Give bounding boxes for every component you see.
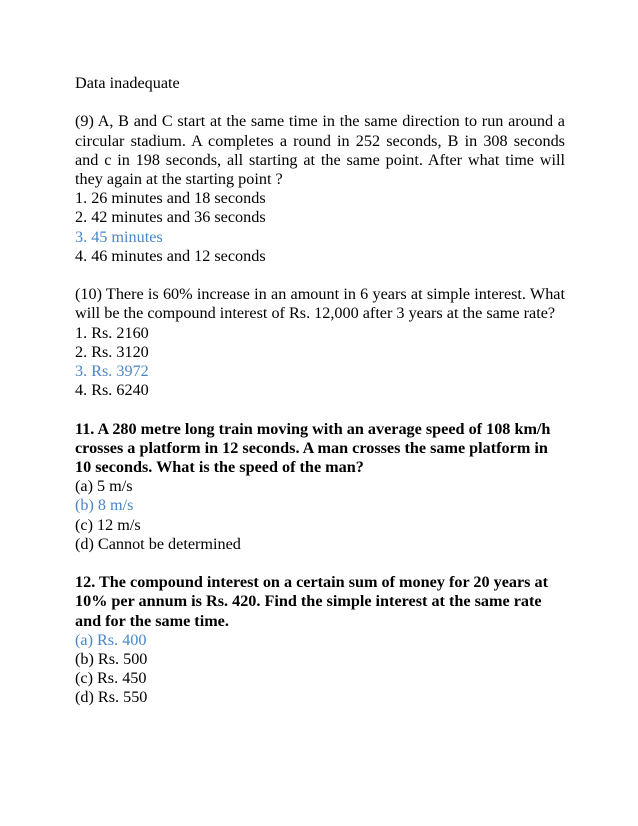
question-12-option-a-correct: (a) Rs. 400 [75,630,147,649]
document-page [75,74,565,708]
question-9-text: (9) A, B and C start at the same time in the same direction to run around a circular stadium. A completes a round in 252 seconds, B in 308 seconds and c in 198 seconds, all starting at the same point. After what time will they again at the starting point ? [75,112,565,188]
question-9-option-4: 4. 46 minutes and 12 seconds [75,246,266,265]
question-12 [75,573,565,707]
spacer [75,266,565,285]
question-10-option-2: 2. Rs. 3120 [75,342,149,361]
intro-text: Data inadequate [75,74,180,92]
spacer [75,400,565,419]
question-12-option-d: (d) Rs. 550 [75,688,148,707]
question-9 [75,112,565,266]
spacer [75,93,565,112]
question-11 [75,420,565,554]
question-10-option-3-correct: 3. Rs. 3972 [75,362,149,381]
question-11-option-b-correct: (b) 8 m/s [75,496,134,515]
question-11-text: 11. A 280 metre long train moving with an average speed of 108 km/h crosses a platform in 12 seconds. A man crosses the same platform in 10 seconds. What is the speed of the man? [75,419,551,477]
question-10-option-4: 4. Rs. 6240 [75,381,149,400]
question-9-option-1: 1. 26 minutes and 18 seconds [75,189,266,208]
spacer [75,554,565,573]
question-9-option-3-correct: 3. 45 minutes [75,227,163,246]
question-10 [75,285,565,400]
question-12-text: 12. The compound interest on a certain sum of money for 20 years at 10% per annum is Rs. 420. Find the simple interest at the same rate and for the same time. [75,573,549,630]
question-10-option-1: 1. Rs. 2160 [75,323,149,342]
question-10-text: (10) There is 60% increase in an amount in 6 years at simple interest. What will be the compound interest of Rs. 12,000 after 3 years at the same rate? [75,285,565,323]
question-11-option-d: (d) Cannot be determined [75,534,241,553]
question-12-option-b: (b) Rs. 500 [75,650,148,669]
question-12-option-c: (c) Rs. 450 [75,669,147,688]
question-9-option-2: 2. 42 minutes and 36 seconds [75,208,266,227]
question-11-option-c: (c) 12 m/s [75,515,141,534]
question-11-option-a: (a) 5 m/s [75,477,133,496]
